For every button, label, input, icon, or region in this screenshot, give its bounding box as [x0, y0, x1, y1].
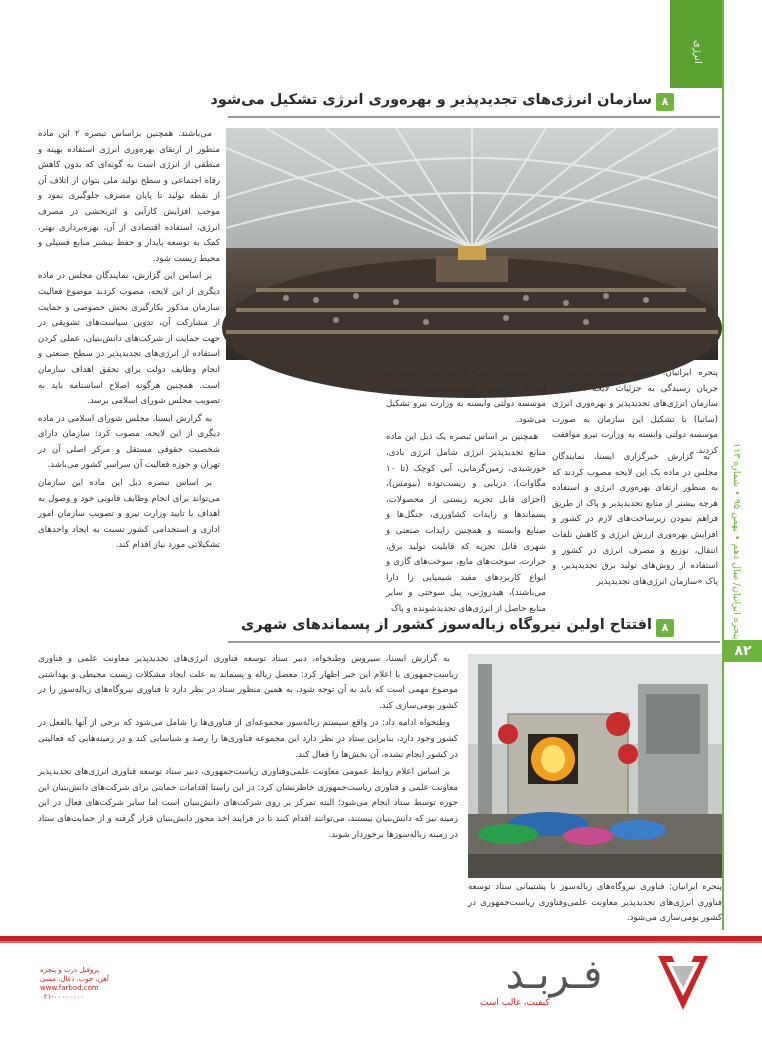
paragraph: بر اساس این گزارش، نمایندگان مجلس در ماده دیگری از این لایحه، مصوب کردند موضوع فعالیت سازمان مذکور بکارگیری بخش خصوصی و حمایت از مشارکت آن، تدوین سیاست‌های تشویقی در جهت حمایت از شرکت‌های دانش‌بنیان، عملی کردن استفاده از انرژی‌های تجدیدپذیر در سطح صنعتی و انجام وظایف دولت برای تحقق اهداف سازمان است. همچنین هرگونه اصلاح اساسنامه باید به تصویب مجلس شورای اسلامی برسد.: [38, 271, 220, 407]
contact-line: www.farbod.com: [40, 984, 99, 992]
paragraph: و بهره‌وری انرژی» که در این اساسنامه به اختصار «سازمان» نامیده می‌شود، به صورت موسسه دولتی وابسته به وزارت نیرو تشکیل می‌شود.: [386, 368, 546, 425]
brand-tagline: کیفیت، غالب است: [480, 998, 550, 1008]
contact-line: پروفیل درب و پنجره: [40, 966, 100, 974]
article2-headline: افتتاح اولین نیروگاه زباله‌سوز کشور از پسماندهای شهری: [241, 617, 652, 633]
article2-photo-caption: پنجره ایرانیان: فناوری نیروگاه‌های زباله‌سوز با پشتیبانی ستاد توسعه فناوری انرژی‌های تجدیدپذیر معاونت علمی‌وفناوری ریاست‌جمهوری در کشور بومی‌سازی می‌شود.: [468, 882, 722, 924]
paragraph: به گزارش ایسنا، مجلس شورای اسلامی در ماده دیگری از این لایحه، مصوب کرد: سازمان دارای شخصیت حقوقی مستقل و مرکز اصلی آن در تهران و حوزه فعالیت آن سراسر کشور می‌باشد.: [38, 413, 220, 471]
brand-logo-icon: [656, 948, 710, 1014]
headline-bullet-icon: ۸: [656, 619, 674, 637]
parliament-photo: [226, 128, 718, 360]
headline-rule: [228, 641, 720, 643]
paragraph: همچنین بر اساس تبصره یک ذیل این ماده منابع تجدیدپذیر انرژی شامل انرژی بادی، خورشیدی، زمین‌گرمایی، آبی کوچک (تا ۱۰ مگاوات)، دریایی و زیست‌توده (بیومس)، (اجزای قابل تجزیه زیستی از محصولات، پسماندها و زایدات کشاورزی، جنگل‌ها و صنایع وابسته و همچنین زایدات صنعتی و شهری قابل تجزیه که قابلیت تولید برق، حرارت، سوخت‌های مایع، سوخت‌های گازی و انواع کاربردهای مفید شیمیایی را دارا می‌باشند)، هیدروژنی، پیل سوختی و سایر منابع حاصل از انرژی‌های تجدیدشونده و پاک: [386, 432, 546, 614]
headline-bullet-icon: ۸: [656, 93, 674, 111]
advert-contact: [40, 966, 160, 1026]
margin-rule: [722, 0, 724, 930]
article2-body: [38, 652, 458, 930]
paragraph: به گزارش خبرگزاری ایسنا، نمایندگان مجلس در ماده یک این لایحه مصوب کردند که به منظور ارتقای بهره‌وری انرژی و استفاده هرچه بیشتر از منابع تجدیدپذیر و پاک از طریق فراهم نمودن زیرساخت‌های لازم در کشور و افزایش بهره‌وری ارزش انرژی و کاهش تلفات انتقال، توزیع و مصرف انرژی در کشور و استفاده از روش‌های تولید برق تجدیدپذیر، و پاک «سازمان انرژی‌های تجدیدپذیر: [552, 452, 718, 587]
article1-headline: سازمان انرژی‌های تجدیدپذیر و بهره‌وری انرژی تشکیل می‌شود: [210, 92, 652, 108]
page-number: ۸۲: [724, 640, 762, 662]
article1-photo-caption: پنجره ایرانیان: مجلس شورای اسلامی در جریان رسیدگی به جزئیات لایحه اساسنامه سازمان انرژی‌های تجدیدپذیر و بهره‌وری انرژی (ساتبا) با تشکیل این سازمان به صورت موسسه دولتی وابسته به وزارت نیرو موافقت کردند.: [552, 368, 718, 456]
section-tab-label: انرژی: [692, 40, 703, 64]
incinerator-photo: [468, 654, 722, 878]
paragraph: به گزارش ایسنا، سیروس وطنخواه، دبیر ستاد توسعه فناوری انرژی‌های تجدیدپذیر معاونت علمی و فناوری ریاست‌جمهوری با اعلام این خبر اظهار کرد: معضل زباله و پسماند به علت ایجاد مشکلات زیست محیطی و بهداشتی موضوع مهمی است که باید به آن توجه شود، به همین منظور ستاد در نظر دارد تا فناوری نیروگاه‌های زباله‌سوز را در کشور بومی‌سازی کند.: [38, 654, 458, 711]
contact-line: ۰۲۱-۰۰۰۰۰۰۰۰: [40, 993, 84, 1001]
footer-band-thin: [0, 941, 762, 943]
paragraph: بر اساس اعلام روابط عمومی معاونت علمی‌وفناوری ریاست‌جمهوری، دبیر ستاد توسعه فناوری انرژی‌های تجدیدپذیر معاونت علمی و فناوری ریاست‌جمهوری خاطرنشان کرد: در این راستا اقدامات حمایتی برای شرکت‌های دانش‌بنیان این حوزه توسط ستاد انجام می‌شود؛ البته تمرکز بر روی شرکت‌های دانش‌بنیان است اما سایر شرکت‌های فعال در این زمینه نیز که دانش‌بنیان نیستند، می‌توانند اقدام کنند تا در فرایند اخذ مجوز دانش‌بنیان قرار گرفته و از حمایت‌های ستاد در زمینه زباله‌سوزها برخوردار شوند.: [38, 767, 458, 840]
issue-line: پنجره ایرانیان/ سال دهم • بهمن ۹۵ • شماره ۱۱۳: [731, 443, 742, 640]
article1-column-middle: [386, 366, 546, 614]
contact-line: آهن، چوب، ذغال، مسی: [40, 975, 109, 983]
headline-rule: [228, 116, 720, 118]
paragraph: بر اساس تبصره ذیل این ماده این سازمان می‌تواند برای انجام وظایف قانونی خود و وصول به اهداف با تایید وزارت نیرو و تصویب سازمان امور اداری و استخدامی کشور نسبت به ایجاد واحدهای تشکیلاتی مورد نیاز اقدام کند.: [38, 478, 220, 551]
paragraph: وطنخواه ادامه داد: در واقع سیستم زباله‌سوز مجموعه‌ای از فناوری‌ها را شامل می‌شود که برخی از آنها بالفعل در کشور وجود دارد، بنابراین ستاد در نظر دارد این مجموعه فناوری‌ها را رصد و شناسایی کند و در زمینه‌هایی که فعالیتی در کشور انجام نشده، آن بخش‌ها را فعال کند.: [38, 718, 458, 760]
article1-column-right: [552, 450, 718, 588]
article1-column-left: [38, 127, 220, 589]
paragraph: می‌باشند. همچنین براساس تبصره ۲ این ماده منظور از ارتقای بهره‌وری انرژی استفاده بهینه و منطقی از انرژی است به گونه‌ای که بدون کاهش رفاه اجتماعی و سطح تولید ملی بتوان از اتلاف آن از نقطه تولید تا پایان مصرف جلوگیری نمود و موجب افزایش کارآیی و اثربخشی در مصرف انرژی، استفاده اقتصادی از آن، بهره‌برداری بهتر، کمک به توسعه پایدار و حفظ بیشتر منابع فسیلی و محیط زیست شود.: [38, 129, 220, 264]
brand-wordmark: فـربـد: [505, 952, 603, 998]
